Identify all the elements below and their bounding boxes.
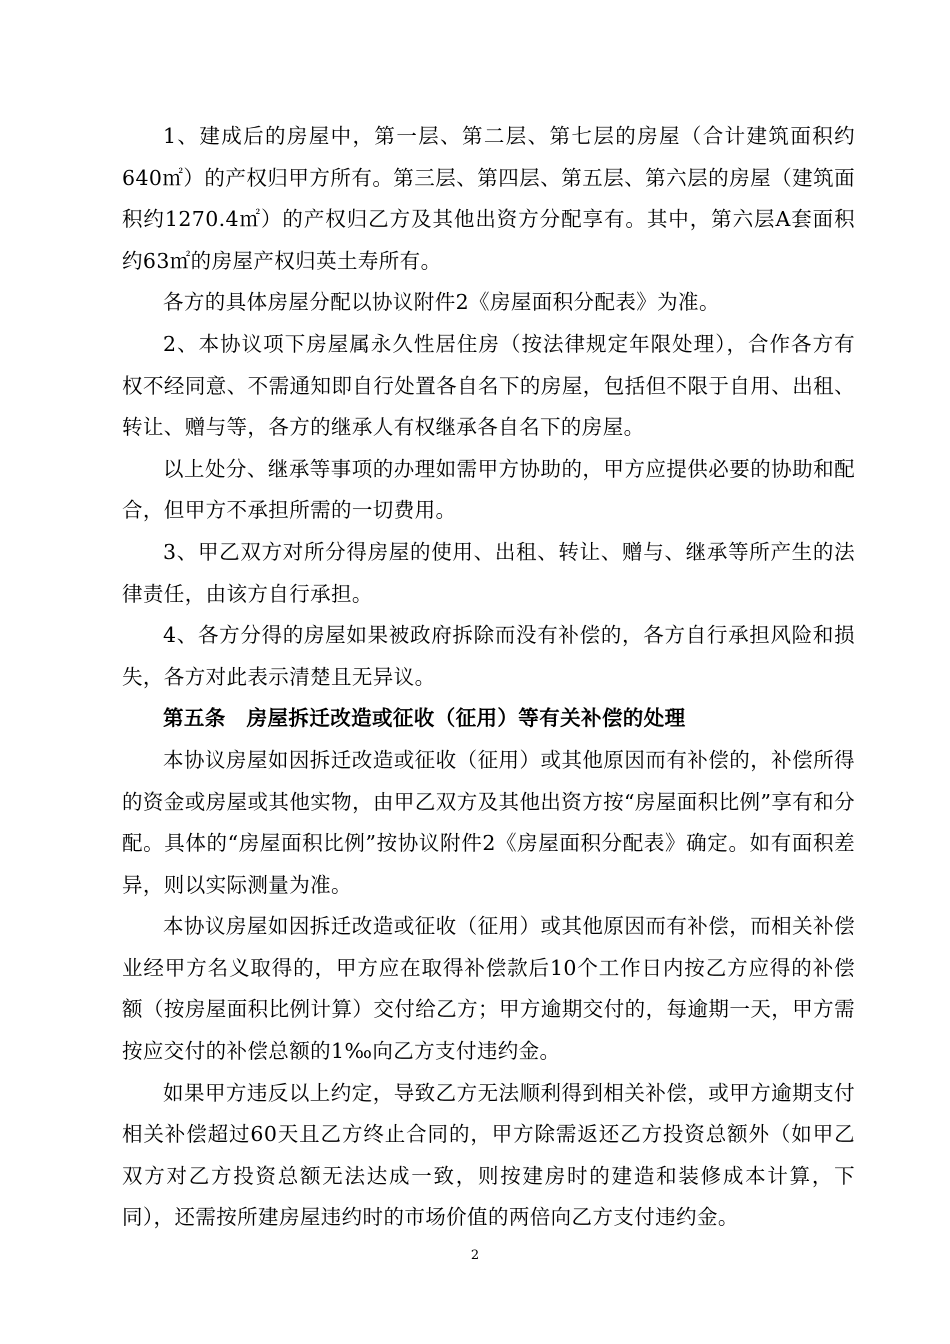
section-heading: 第五条 房屋拆迁改造或征收（征用）等有关补偿的处理 [163, 706, 686, 731]
section-paragraph-3: 如果甲方违反以上约定，导致乙方无法顺利得到相关补偿，或甲方逾期支付相关补偿超过60天且乙方终止合同的，甲方除需返还乙方投资总额外（如甲乙双方对乙方投资总额无法达成一致，则按建房时的建造和装修成本计算，下同），还需按所建房屋违约时的市场价值的两倍向乙方支付违约金。 [122, 1080, 855, 1230]
clause-paragraph-5: 3、甲乙双方对所分得房屋的使用、出租、转让、赠与、继承等所产生的法律责任，由该方自行承担。 [122, 539, 855, 606]
section-paragraph-2: 本协议房屋如因拆迁改造或征收（征用）或其他原因而有补偿，而相关补偿业经甲方名义取得的，甲方应在取得补偿款后10个工作日内按乙方应得的补偿额（按房屋面积比例计算）交付给乙方；甲方逾期交付的，每逾期一天，甲方需按应交付的补偿总额的1‰向乙方支付违约金。 [122, 914, 855, 1064]
clause-paragraph-4: 以上处分、继承等事项的办理如需甲方协助的，甲方应提供必要的协助和配合，但甲方不承担所需的一切费用。 [122, 456, 855, 523]
clause-paragraph-3: 2、本协议项下房屋属永久性居住房（按法律规定年限处理），合作各方有权不经同意、不需通知即自行处置各自名下的房屋，包括但不限于自用、出租、转让、赠与等，各方的继承人有权继承各自名下的房屋。 [122, 331, 855, 440]
clause-paragraph-6: 4、各方分得的房屋如果被政府拆除而没有补偿的，各方自行承担风险和损失，各方对此表示清楚且无异议。 [122, 623, 855, 689]
document-body [122, 116, 855, 1239]
page-number: 2 [470, 1248, 480, 1263]
section-paragraph-1: 本协议房屋如因拆迁改造或征收（征用）或其他原因而有补偿的，补偿所得的资金或房屋或其他实物，由甲乙双方及其他出资方按“房屋面积比例”享有和分配。具体的“房屋面积比例”按协议附件2《房屋面积分配表》确定。如有面积差异，则以实际测量为准。 [122, 747, 855, 897]
clause-paragraph-1: 1、建成后的房屋中，第一层、第二层、第七层的房屋（合计建筑面积约640㎡）的产权归甲方所有。第三层、第四层、第五层、第六层的房屋（建筑面积约1270.4㎡）的产权归乙方及其他出资方分配享有。其中，第六层A套面积约63㎡的房屋产权归英土寿所有。 [122, 124, 855, 273]
clause-paragraph-2: 各方的具体房屋分配以协议附件2《房屋面积分配表》为准。 [163, 290, 720, 315]
